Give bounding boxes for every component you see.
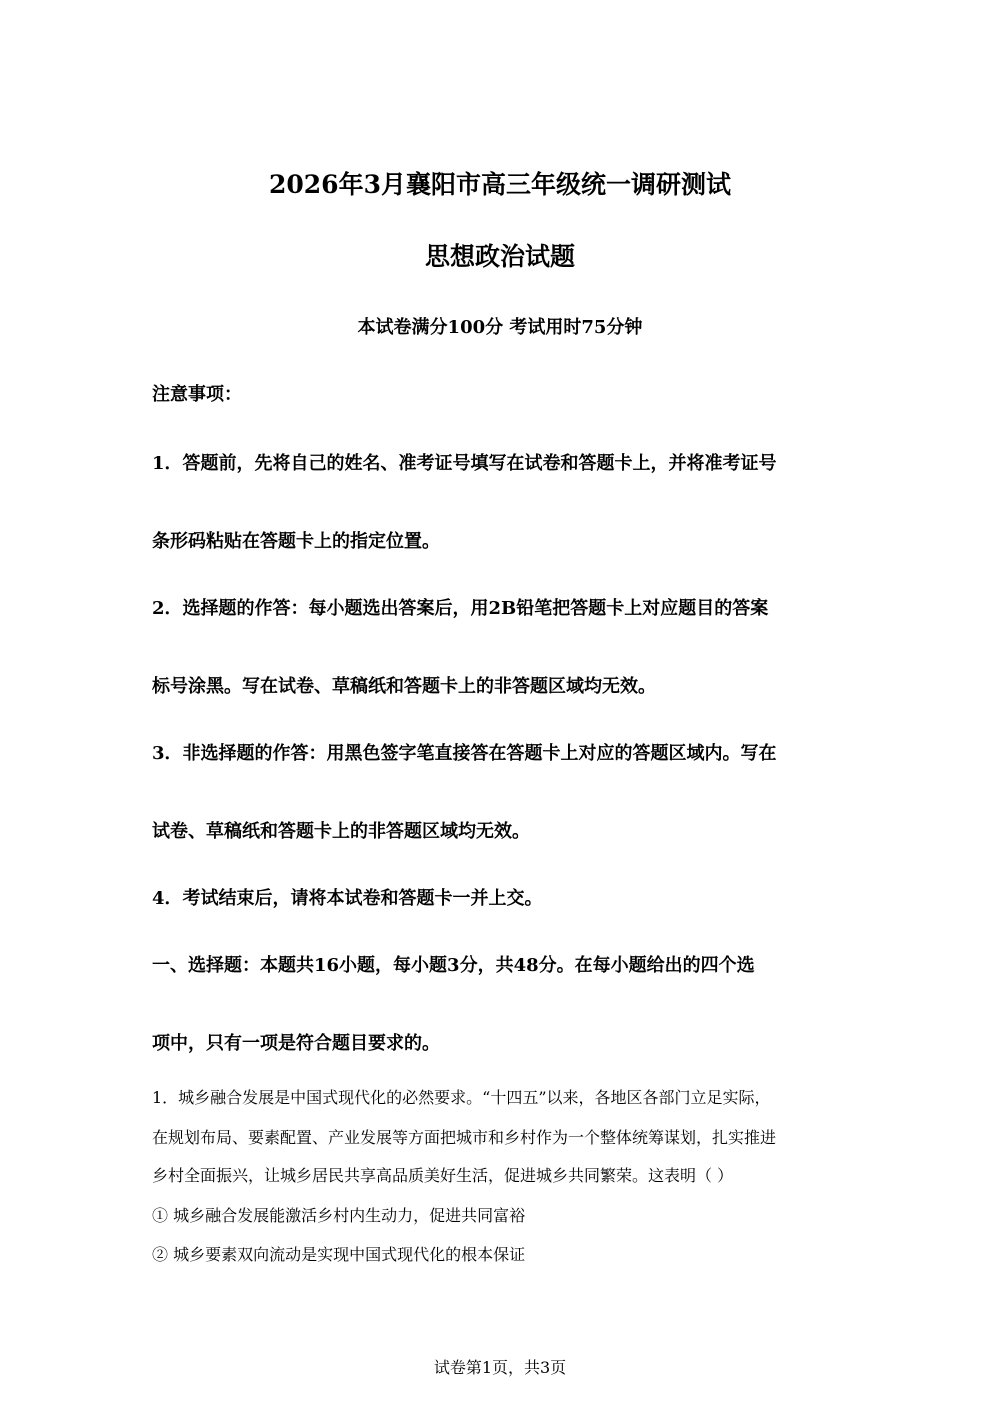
notice-line: 3．非选择题的作答：用黑色签字笔直接答在答题卡上对应的答题区域内。写在: [152, 743, 777, 764]
notice-line: 标号涂黑。写在试卷、草稿纸和答题卡上的非答题区域均无效。: [152, 676, 656, 697]
notice-line: 2．选择题的作答：每小题选出答案后，用2B铅笔把答题卡上对应题目的答案: [152, 598, 769, 619]
notice-line: 条形码粘贴在答题卡上的指定位置。: [152, 531, 440, 552]
section-heading-cont: 项中，只有一项是符合题目要求的。: [152, 1033, 440, 1054]
question-stem-line: 乡村全面振兴，让城乡居民共享高品质美好生活，促进城乡共同繁荣。这表明（ ）: [152, 1166, 734, 1185]
notice-heading: 注意事项：: [152, 384, 242, 405]
score-info: 本试卷满分100分 考试用时75分钟: [357, 317, 643, 338]
exam-subject: 思想政治试题: [424, 242, 575, 271]
question-stem-line: 在规划布局、要素配置、产业发展等方面把城市和乡村作为一个整体统筹谋划，扎实推进: [152, 1128, 777, 1147]
notice-line: 4．考试结束后，请将本试卷和答题卡一并上交。: [152, 888, 543, 909]
exam-title: 2026年3月襄阳市高三年级统一调研测试: [269, 170, 731, 199]
question-option: ② 城乡要素双向流动是实现中国式现代化的根本保证: [152, 1245, 526, 1264]
question-option: ① 城乡融合发展能激活乡村内生动力，促进共同富裕: [152, 1206, 526, 1225]
page-footer: 试卷第1页，共3页: [433, 1358, 567, 1377]
section-heading: 一、选择题：本题共16小题，每小题3分，共48分。在每小题给出的四个选: [152, 955, 755, 976]
question-stem-line: 1．城乡融合发展是中国式现代化的必然要求。“十四五”以来，各地区各部门立足实际，: [152, 1088, 771, 1107]
notice-line: 1．答题前，先将自己的姓名、准考证号填写在试卷和答题卡上，并将准考证号: [152, 453, 777, 474]
notice-line: 试卷、草稿纸和答题卡上的非答题区域均无效。: [152, 821, 530, 842]
